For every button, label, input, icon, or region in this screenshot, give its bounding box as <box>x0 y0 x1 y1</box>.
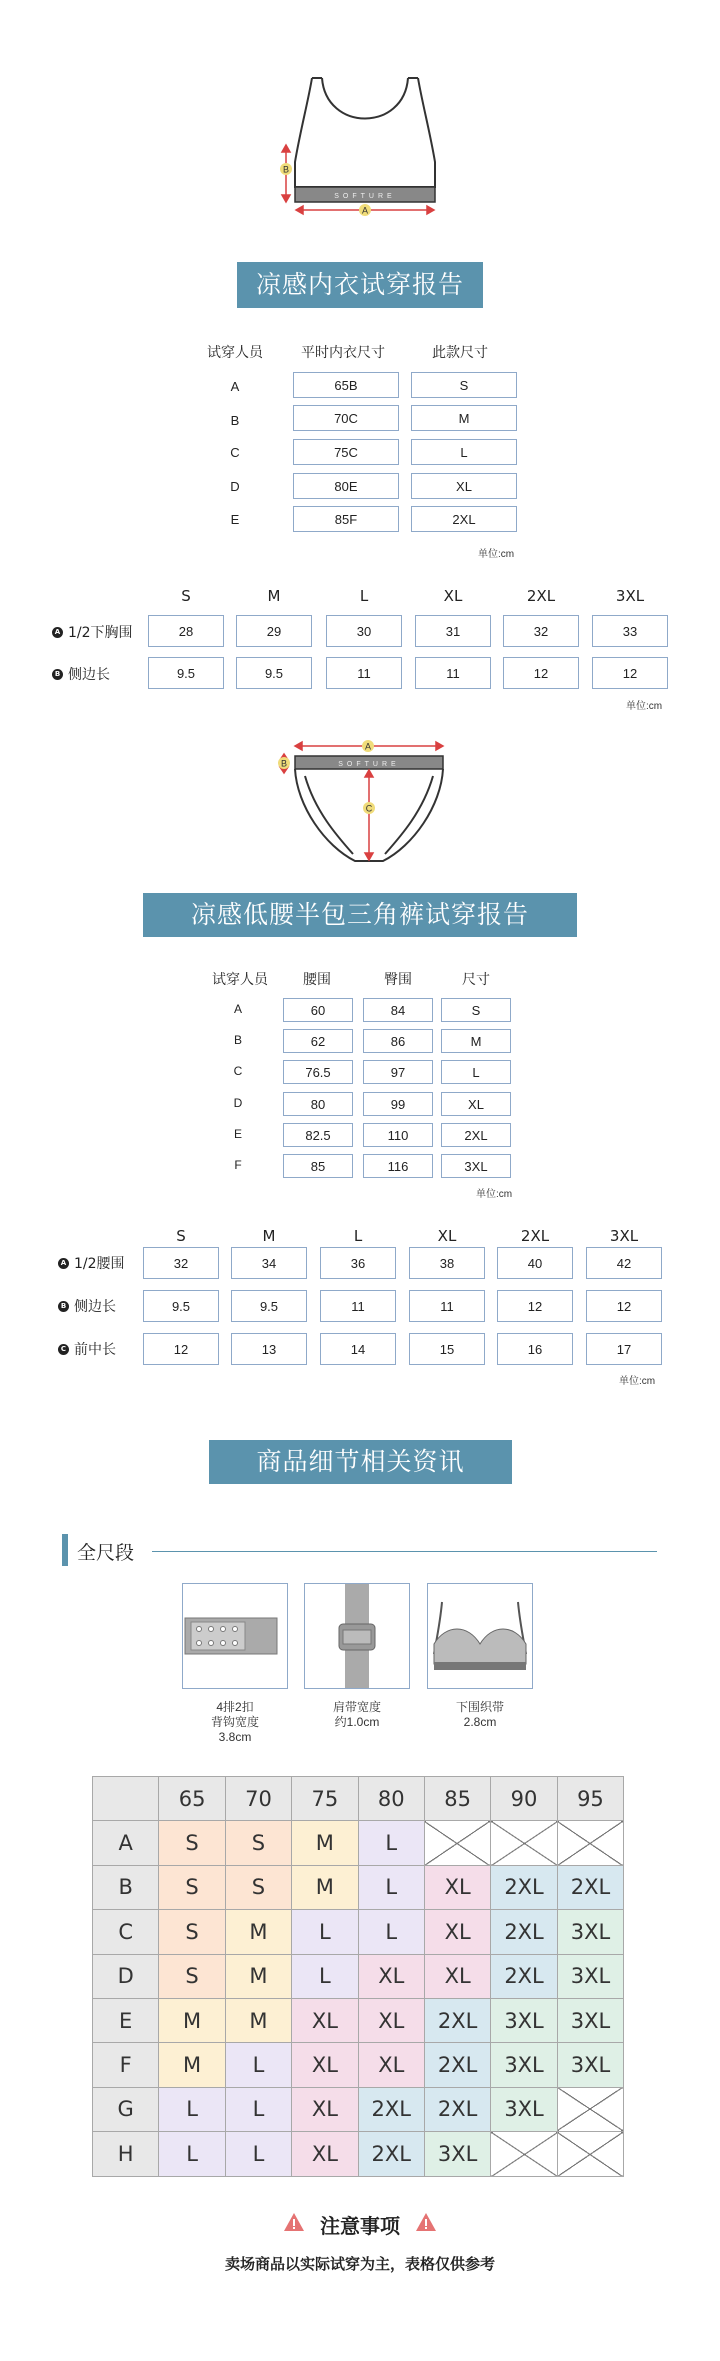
hook-clasp-caption-line2: 背钩宽度 <box>210 1715 259 1729</box>
marker-a-icon: A <box>58 1258 69 1269</box>
bra-row-side-label: 侧边长 <box>68 667 110 683</box>
brief-waist-m: 34 <box>231 1247 307 1279</box>
size-chart-row <box>93 1821 624 1865</box>
shoulder-strap-panel <box>304 1583 410 1689</box>
cup-label: G <box>93 2087 159 2131</box>
size-cell: S <box>159 1954 225 1998</box>
bra-usual-b: 70C <box>293 405 399 431</box>
bra-underbust-3xl: 33 <box>592 615 668 647</box>
brief-waist-s: 32 <box>143 1247 219 1279</box>
brief-hip-f: 116 <box>363 1154 433 1178</box>
brief-tester-d: D <box>233 1096 243 1110</box>
brief-waist-c: 76.5 <box>283 1060 353 1084</box>
brief-col-m: M <box>262 1227 276 1245</box>
brief-col-l: L <box>353 1227 363 1245</box>
size-chart-row <box>93 1910 624 1954</box>
bra-side-m: 9.5 <box>236 657 312 689</box>
size-cell: 3XL <box>557 2043 623 2087</box>
size-chart-row <box>93 1865 624 1909</box>
size-cell: L <box>292 1954 358 1998</box>
brief-col-2xl: 2XL <box>520 1227 550 1245</box>
bra-header-this-size: 此款尺寸 <box>432 345 488 361</box>
bra-col-3xl: 3XL <box>615 587 645 605</box>
band-size-header: 95 <box>557 1777 623 1821</box>
brief-arrow-c <box>365 770 373 860</box>
underband-caption <box>427 1700 533 1730</box>
size-cell: S <box>159 1865 225 1909</box>
brief-row-waist-label: 1/2腰围 <box>74 1256 125 1272</box>
bra-outline <box>295 78 435 187</box>
brief-side-2xl: 12 <box>497 1290 573 1322</box>
shoulder-strap-caption-line2: 约1.0cm <box>334 1715 380 1729</box>
section-divider <box>152 1551 657 1552</box>
hook-clasp-icon <box>183 1584 287 1688</box>
brief-front-3xl: 17 <box>586 1333 662 1365</box>
bra-size-a: S <box>411 372 517 398</box>
brief-hip-c: 97 <box>363 1060 433 1084</box>
marker-c-icon: C <box>58 1344 69 1355</box>
brief-front-s: 12 <box>143 1333 219 1365</box>
bra-header-tester: 试穿人员 <box>207 345 263 361</box>
brief-side-m: 9.5 <box>231 1290 307 1322</box>
size-cell: L <box>292 1910 358 1954</box>
bra-underbust-2xl: 32 <box>503 615 579 647</box>
size-cell: M <box>292 1821 358 1865</box>
bra-report-banner: 凉感内衣试穿报告 <box>237 262 483 308</box>
bra-band-text: SOFTURE <box>334 193 396 200</box>
size-chart-row <box>93 1998 624 2042</box>
size-cell: 2XL <box>424 2043 490 2087</box>
size-cell-empty <box>491 1821 557 1865</box>
band-size-header: 75 <box>292 1777 358 1821</box>
marker-a-icon: A <box>52 627 63 638</box>
brief-size-b: M <box>441 1029 511 1053</box>
band-size-header: 65 <box>159 1777 225 1821</box>
bra-row-underbust-label: 1/2下胸围 <box>68 625 133 641</box>
size-chart-table <box>92 1776 624 2177</box>
bra-tester-a: A <box>230 379 240 394</box>
underband-panel <box>427 1583 533 1689</box>
size-cell: L <box>358 1821 424 1865</box>
bra-underbust-s: 28 <box>148 615 224 647</box>
size-cell: 2XL <box>358 2087 424 2131</box>
bra-label-a: A <box>361 205 369 216</box>
cup-label: C <box>93 1910 159 1954</box>
brief-row-side <box>58 1291 116 1321</box>
brief-report-banner: 凉感低腰半包三角裤试穿报告 <box>143 893 577 937</box>
brief-row-front-label: 前中长 <box>74 1342 116 1358</box>
underband-caption-line2: 2.8cm <box>463 1715 497 1729</box>
underband-icon <box>428 1584 532 1688</box>
bra-unit-label: 单位:cm <box>478 549 515 560</box>
brief-band-text: SOFTURE <box>338 761 400 768</box>
bra-tester-b: B <box>230 413 240 428</box>
bra-row-underbust <box>52 617 133 647</box>
brief-size-d: XL <box>441 1092 511 1116</box>
size-cell: 3XL <box>491 2087 557 2131</box>
size-cell: XL <box>292 1998 358 2042</box>
brief-tester-f: F <box>234 1158 242 1172</box>
bra-col-2xl: 2XL <box>526 587 556 605</box>
cup-label: D <box>93 1954 159 1998</box>
bra-size-e: 2XL <box>411 506 517 532</box>
bra-side-2xl: 12 <box>503 657 579 689</box>
brief-hip-d: 99 <box>363 1092 433 1116</box>
bra-side-l: 11 <box>326 657 402 689</box>
brief-hip-b: 86 <box>363 1029 433 1053</box>
bra-tester-c: C <box>230 445 240 460</box>
brief-col-s: S <box>176 1227 186 1245</box>
size-cell: S <box>225 1821 291 1865</box>
brief-tester-a: A <box>233 1002 242 1016</box>
brief-col-3xl: 3XL <box>609 1227 639 1245</box>
size-cell: 2XL <box>491 1865 557 1909</box>
size-cell: 3XL <box>557 1998 623 2042</box>
size-cell: 3XL <box>424 2132 490 2176</box>
brief-waist-a: 60 <box>283 998 353 1022</box>
hook-clasp-caption <box>182 1700 288 1745</box>
bra-tester-d: D <box>230 479 240 494</box>
size-cell: XL <box>358 2043 424 2087</box>
brief-waist-2xl: 40 <box>497 1247 573 1279</box>
bra-diagram <box>270 62 450 218</box>
size-chart-row <box>93 1954 624 1998</box>
brief-label-c: C <box>365 803 373 814</box>
marker-b-icon: B <box>58 1301 69 1312</box>
brief-waist-l: 36 <box>320 1247 396 1279</box>
hook-clasp-panel <box>182 1583 288 1689</box>
size-cell: XL <box>424 1910 490 1954</box>
size-cell-empty <box>557 2087 623 2131</box>
size-cell: S <box>225 1865 291 1909</box>
size-cell: L <box>159 2132 225 2176</box>
brief-waist-d: 80 <box>283 1092 353 1116</box>
size-cell: 3XL <box>557 1910 623 1954</box>
size-cell: 3XL <box>491 1998 557 2042</box>
brief-waist-e: 82.5 <box>283 1123 353 1147</box>
size-cell: M <box>225 1910 291 1954</box>
brief-waist-f: 85 <box>283 1154 353 1178</box>
brief-tester-e: E <box>233 1127 242 1141</box>
size-cell: L <box>225 2087 291 2131</box>
band-size-header: 85 <box>424 1777 490 1821</box>
band-size-header: 90 <box>491 1777 557 1821</box>
bra-size-b: M <box>411 405 517 431</box>
size-cell: XL <box>292 2132 358 2176</box>
bra-label-b: B <box>282 164 290 175</box>
size-cell: XL <box>358 1954 424 1998</box>
cup-label: A <box>93 1821 159 1865</box>
bra-row-side <box>52 659 110 689</box>
size-cell: 3XL <box>557 1954 623 1998</box>
brief-header-hip: 臀围 <box>384 972 412 988</box>
band-size-header: 70 <box>225 1777 291 1821</box>
brief-size-c: L <box>441 1060 511 1084</box>
brief-hip-e: 110 <box>363 1123 433 1147</box>
size-cell: M <box>292 1865 358 1909</box>
size-cell-empty <box>491 2132 557 2176</box>
size-cell: 2XL <box>358 2132 424 2176</box>
brief-unit2-label: 单位:cm <box>619 1376 656 1387</box>
size-cell: L <box>225 2043 291 2087</box>
brief-row-side-label: 侧边长 <box>74 1299 116 1315</box>
size-cell: XL <box>292 2043 358 2087</box>
size-cell: 3XL <box>491 2043 557 2087</box>
brief-tester-b: B <box>233 1033 242 1047</box>
size-chart-row <box>93 2043 624 2087</box>
bra-side-xl: 11 <box>415 657 491 689</box>
size-cell: M <box>159 1998 225 2042</box>
size-cell: M <box>225 1954 291 1998</box>
size-cell: L <box>225 2132 291 2176</box>
bra-tester-e: E <box>230 512 240 527</box>
brief-diagram <box>275 736 450 868</box>
size-cell: XL <box>424 1865 490 1909</box>
section-marker <box>62 1534 68 1566</box>
size-cell: 2XL <box>424 1998 490 2042</box>
brief-hip-a: 84 <box>363 998 433 1022</box>
brief-side-l: 11 <box>320 1290 396 1322</box>
underband-caption-line1: 下围织带 <box>455 1700 504 1714</box>
size-cell: L <box>159 2087 225 2131</box>
warning-icon <box>283 2212 305 2232</box>
brief-waist-b: 62 <box>283 1029 353 1053</box>
marker-b-icon: B <box>52 669 63 680</box>
brief-row-waist <box>58 1248 125 1278</box>
bra-col-xl: XL <box>443 587 463 605</box>
brief-front-m: 13 <box>231 1333 307 1365</box>
brief-size-a: S <box>441 998 511 1022</box>
brief-side-s: 9.5 <box>143 1290 219 1322</box>
brief-tester-c: C <box>233 1064 243 1078</box>
notice-text: 卖场商品以实际试穿为主，表格仅供参考 <box>224 2255 495 2273</box>
bra-header-usual-size: 平时内衣尺寸 <box>301 345 385 361</box>
size-chart-corner <box>93 1777 159 1821</box>
shoulder-strap-caption-line1: 肩带宽度 <box>332 1700 381 1714</box>
brief-waist-xl: 38 <box>409 1247 485 1279</box>
bra-col-s: S <box>181 587 191 605</box>
bra-underbust-l: 30 <box>326 615 402 647</box>
brief-front-2xl: 16 <box>497 1333 573 1365</box>
size-cell: 2XL <box>424 2087 490 2131</box>
details-banner: 商品细节相关资讯 <box>209 1440 512 1484</box>
size-cell: M <box>225 1998 291 2042</box>
bra-underbust-m: 29 <box>236 615 312 647</box>
size-cell: XL <box>358 1998 424 2042</box>
brief-size-e: 2XL <box>441 1123 511 1147</box>
size-cell-empty <box>557 1821 623 1865</box>
bra-col-m: M <box>267 587 281 605</box>
cup-label: F <box>93 2043 159 2087</box>
bra-unit2-label: 单位:cm <box>626 701 663 712</box>
brief-size-f: 3XL <box>441 1154 511 1178</box>
brief-waist-3xl: 42 <box>586 1247 662 1279</box>
size-cell-empty <box>557 2132 623 2176</box>
bra-size-d: XL <box>411 473 517 499</box>
brief-label-a: A <box>364 741 372 752</box>
brief-header-waist: 腰围 <box>303 972 331 988</box>
brief-col-xl: XL <box>437 1227 457 1245</box>
size-cell: L <box>358 1865 424 1909</box>
cup-label: H <box>93 2132 159 2176</box>
warning-icon <box>415 2212 437 2232</box>
cup-label: B <box>93 1865 159 1909</box>
band-size-header: 80 <box>358 1777 424 1821</box>
bra-size-c: L <box>411 439 517 465</box>
hook-clasp-caption-line3: 3.8cm <box>218 1730 252 1744</box>
brief-header-tester: 试穿人员 <box>212 972 268 988</box>
bra-side-s: 9.5 <box>148 657 224 689</box>
bra-usual-e: 85F <box>293 506 399 532</box>
size-chart-row <box>93 2132 624 2176</box>
size-cell: L <box>358 1910 424 1954</box>
cup-label: E <box>93 1998 159 2042</box>
size-cell: 2XL <box>557 1865 623 1909</box>
section-label: 全尺段 <box>77 1542 135 1564</box>
shoulder-strap-caption <box>304 1700 410 1730</box>
size-chart-header-row <box>93 1777 624 1821</box>
brief-front-xl: 15 <box>409 1333 485 1365</box>
size-cell-empty <box>424 1821 490 1865</box>
bra-col-l: L <box>359 587 369 605</box>
size-cell: M <box>159 2043 225 2087</box>
size-cell: S <box>159 1821 225 1865</box>
bra-usual-c: 75C <box>293 439 399 465</box>
brief-side-3xl: 12 <box>586 1290 662 1322</box>
brief-front-l: 14 <box>320 1333 396 1365</box>
brief-row-front <box>58 1334 116 1364</box>
size-cell: XL <box>292 2087 358 2131</box>
hook-clasp-caption-line1: 4排2扣 <box>216 1700 254 1714</box>
brief-unit-label: 单位:cm <box>476 1189 513 1200</box>
size-chart-row <box>93 2087 624 2131</box>
shoulder-strap-icon <box>305 1584 409 1688</box>
bra-side-3xl: 12 <box>592 657 668 689</box>
size-cell: 2XL <box>491 1954 557 1998</box>
bra-underbust-xl: 31 <box>415 615 491 647</box>
brief-label-b: B <box>280 758 288 769</box>
bra-usual-d: 80E <box>293 473 399 499</box>
size-cell: XL <box>424 1954 490 1998</box>
brief-header-size: 尺寸 <box>462 972 490 988</box>
size-cell: S <box>159 1910 225 1954</box>
size-cell: 2XL <box>491 1910 557 1954</box>
brief-side-xl: 11 <box>409 1290 485 1322</box>
bra-usual-a: 65B <box>293 372 399 398</box>
notice-title: 注意事项 <box>320 2214 400 2238</box>
